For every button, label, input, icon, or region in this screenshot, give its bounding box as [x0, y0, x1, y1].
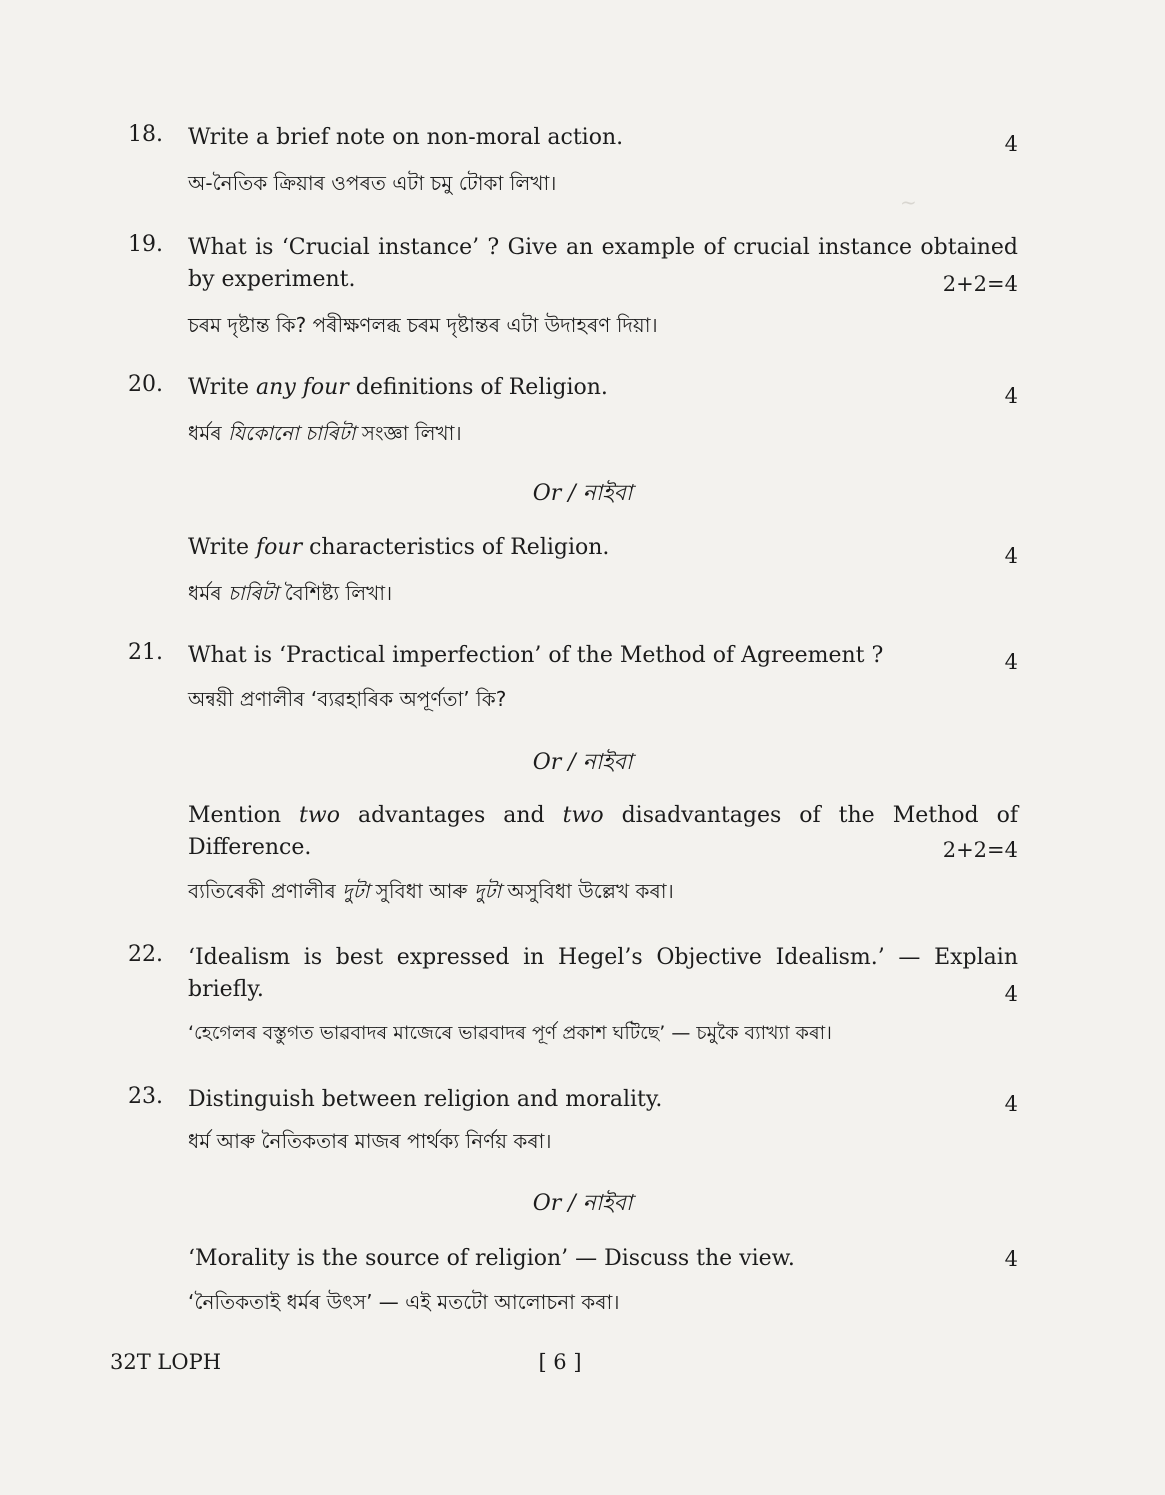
paper-code: 32T LOPH — [110, 1350, 222, 1374]
question-number: 18. — [128, 122, 163, 147]
question-text-en: ‘Morality is the source of religion’ — Discuss the view. — [188, 1246, 795, 1271]
question-text-en: What is ‘Crucial instance’ ? Give an example of crucial instance obtained by experiment. — [188, 235, 1018, 292]
question-text-bn: অ-নৈতিক ক্ৰিয়াৰ ওপৰত এটা চমু টোকা লিখা। — [188, 171, 557, 195]
question-text-en: Write four characteristics of Religion. — [188, 535, 610, 560]
question-text-bn: চৰম দৃষ্টান্ত কি? পৰীক্ষণলব্ধ চৰম দৃষ্টান্তৰ এটা উদাহৰণ দিয়া। — [188, 313, 658, 337]
question-text-en: Distinguish between religion and morality. — [188, 1087, 663, 1112]
bleed-through-text: ~ — [900, 190, 917, 214]
question-18 — [128, 122, 1018, 202]
marks: 4 — [1004, 384, 1018, 408]
question-23 — [128, 1084, 1018, 1164]
question-22 — [128, 942, 1018, 1057]
question-21-alt — [128, 800, 1018, 910]
marks: 4 — [1004, 1247, 1018, 1271]
marks: 4 — [1004, 982, 1018, 1006]
question-23-alt — [128, 1243, 1018, 1323]
question-text-bn: ধৰ্মৰ যিকোনো চাৰিটা সংজ্ঞা লিখা। — [188, 421, 462, 445]
question-text-en: ‘Idealism is best expressed in Hegel’s Objective Idealism.’ — Explain briefly. — [188, 945, 1018, 1002]
marks: 4 — [1004, 544, 1018, 568]
question-text-en: Mention two advantages and two disadvantages of the Method of Difference. — [188, 803, 1019, 860]
marks: 4 — [1004, 132, 1018, 156]
question-number: 22. — [128, 942, 163, 967]
question-21 — [128, 640, 1018, 720]
question-20-alt — [128, 532, 1018, 612]
marks: 2+2=4 — [942, 838, 1018, 862]
question-text-bn: অন্বয়ী প্ৰণালীৰ ‘ব্যৱহাৰিক অপূৰ্ণতা’ কি? — [188, 687, 507, 711]
or-separator: Or / নাইবা — [532, 750, 633, 775]
question-text-bn: ধৰ্ম আৰু নৈতিকতাৰ মাজৰ পাৰ্থক্য নিৰ্ণয় কৰা। — [188, 1129, 552, 1153]
question-number: 20. — [128, 372, 163, 397]
question-text-bn: ব্যতিৰেকী প্ৰণালীৰ দুটা সুবিধা আৰু দুটা অসুবিধা উল্লেখ কৰা। — [188, 879, 674, 903]
question-text-en: Write any four definitions of Religion. — [188, 375, 608, 400]
marks: 2+2=4 — [942, 272, 1018, 296]
or-separator: Or / নাইবা — [532, 481, 633, 506]
question-text-bn: ‘হেগেলৰ বস্তুগত ভাৱবাদৰ মাজেৰে ভাৱবাদৰ পূৰ্ণ প্ৰকাশ ঘটিছে’ — চমুকৈ ব্যাখ্যা কৰা। — [188, 1022, 832, 1044]
question-number: 21. — [128, 640, 163, 665]
question-20 — [128, 372, 1018, 452]
question-text-en: Write a brief note on non-moral action. — [188, 125, 624, 150]
or-separator: Or / নাইবা — [532, 1191, 633, 1216]
question-text-bn: ধৰ্মৰ চাৰিটা বৈশিষ্ট্য লিখা। — [188, 581, 393, 605]
question-number: 23. — [128, 1084, 163, 1109]
question-text-bn: ‘নৈতিকতাই ধৰ্মৰ উৎস’ — এই মতটো আলোচনা কৰা। — [188, 1290, 620, 1314]
question-text-en: What is ‘Practical imperfection’ of the Method of Agreement ? — [188, 643, 884, 668]
page-number: [ 6 ] — [538, 1350, 582, 1374]
marks: 4 — [1004, 650, 1018, 674]
question-number: 19. — [128, 232, 163, 257]
marks: 4 — [1004, 1092, 1018, 1116]
question-19 — [128, 232, 1018, 352]
